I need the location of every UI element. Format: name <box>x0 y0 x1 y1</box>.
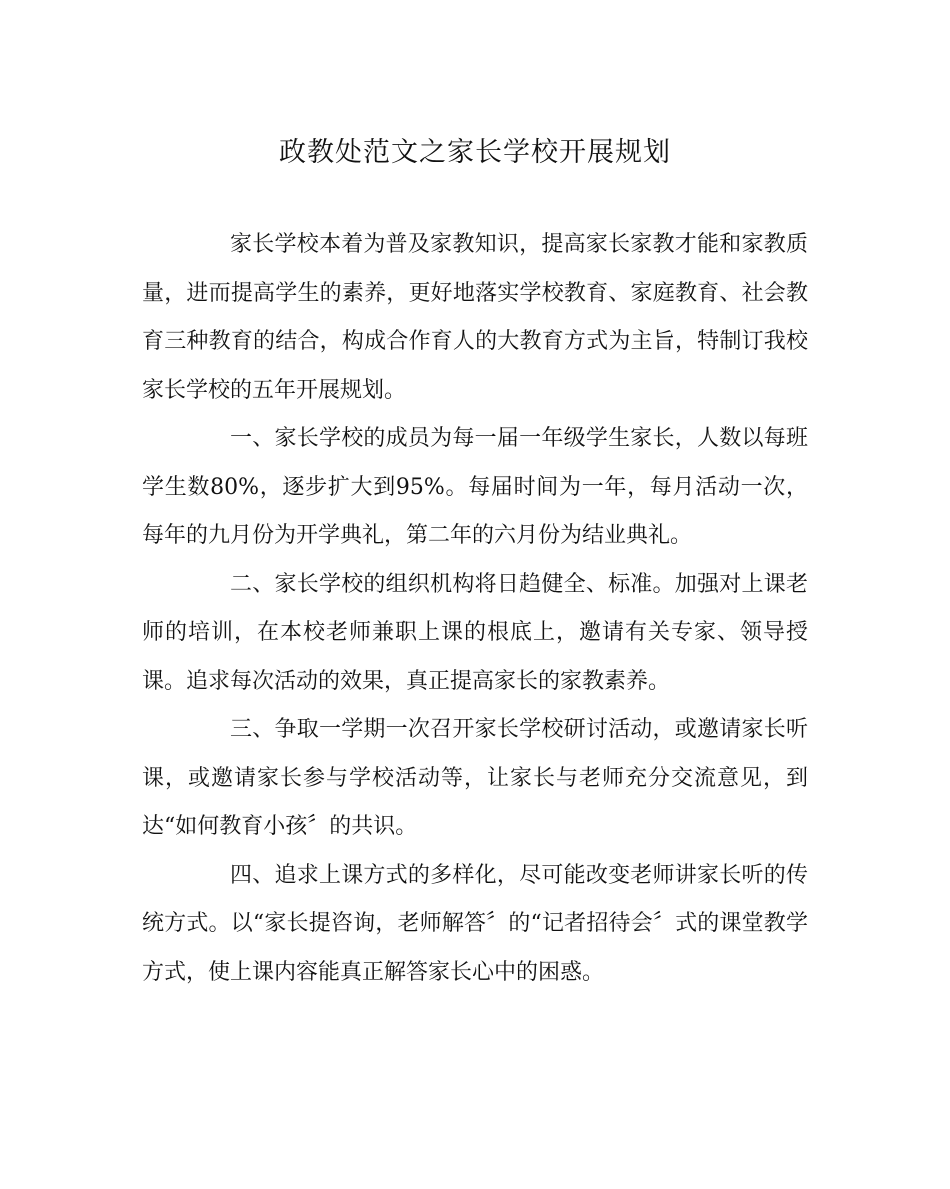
paragraph-item-1: 一、家长学校的成员为每一届一年级学生家长，人数以每班学生数80%，逐步扩大到95%。每届时间为一年，每月活动一次，每年的九月份为开学典礼，第二年的六月份为结业典礼。 <box>142 426 808 548</box>
document-title: 政教处范文之家长学校开展规划 <box>279 137 671 168</box>
paragraph-item-4: 四、追求上课方式的多样化，尽可能改变老师讲家长听的传统方式。以“家长提咨询，老师解答〞的“记者招待会〞式的课堂教学方式，使上课内容能真正解答家长心中的困惑。 <box>142 862 808 985</box>
paragraph-intro: 家长学校本着为普及家教知识，提高家长家教才能和家教质量，进而提高学生的素养，更好地落实学校教育、家庭教育、社会教育三种教育的结合，构成合作育人的大教育方式为主旨，特制订我校家长学校的五年开展规划。 <box>142 232 808 403</box>
paragraph-item-2: 二、家长学校的组织机构将日趋健全、标准。加强对上课老师的培训，在本校老师兼职上课的根底上，邀请有关专家、领导授课。追求每次活动的效果，真正提高家长的家教素养。 <box>142 571 808 694</box>
document-body <box>142 221 808 997</box>
paragraph-item-3: 三、争取一学期一次召开家长学校研讨活动，或邀请家长听课，或邀请家长参与学校活动等，让家长与老师充分交流意见，到达“如何教育小孩〞的共识。 <box>142 717 808 839</box>
